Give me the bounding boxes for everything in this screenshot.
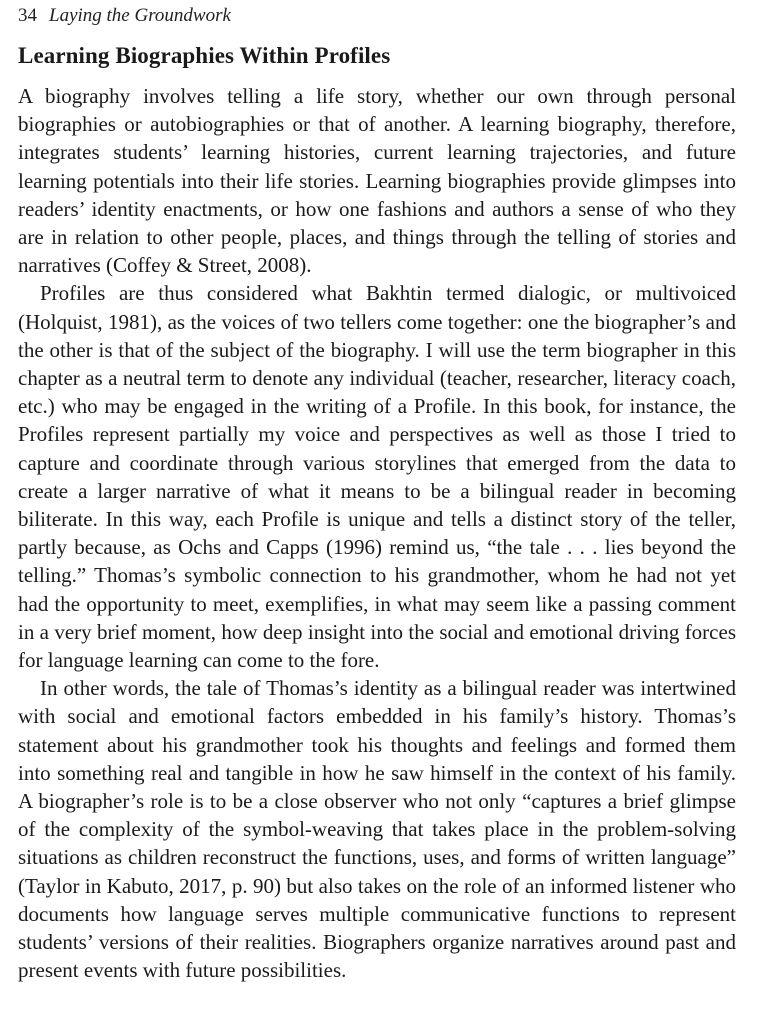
running-head: [18, 4, 736, 28]
page-number: 34: [18, 5, 37, 26]
paragraph-2: Profiles are thus considered what Bakhtin termed dialogic, or multivoiced (Holquist, 1981), as the voices of two tellers come together: one the biographer’s and the other is that of the subject of the biography. I will use the term biographer in this chapter as a neutral term to denote any individual (teacher, researcher, literacy coach, etc.) who may be engaged in the writing of a Profile. In this book, for instance, the Profiles represent partially my voice and perspectives as well as those I tried to capture and coordinate through various storylines that emerged from the data to create a larger narrative of what it means to be a bilingual reader in becoming biliterate. In this way, each Profile is unique and tells a distinct story of the teller, partly because, as Ochs and Capps (1996) remind us, “the tale . . . lies beyond the telling.” Thomas’s symbolic connection to his grandmother, whom he had not yet had the opportunity to meet, exemplifies, in what may seem like a passing comment in a very brief moment, how deep insight into the social and emotional driving forces for language learning can come to the fore.: [18, 281, 736, 673]
running-head-title: Laying the Groundwork: [49, 5, 231, 26]
paragraph-1: A biography involves telling a life story, whether our own through personal biographies or autobiographies or that of another. A learning biography, therefore, integrates students’ learning histories, current learning trajectories, and future learning potentials into their life stories. Learning biographies provide glimpses into readers’ identity enactments, or how one fashions and authors a sense of who they are in relation to other people, places, and things through the telling of stories and narratives (Coffey & Street, 2008).: [18, 84, 736, 278]
body-text: [18, 82, 736, 985]
book-page: [18, 0, 736, 985]
section-heading: Learning Biographies Within Profiles: [18, 43, 391, 68]
paragraph-3: In other words, the tale of Thomas’s identity as a bilingual reader was intertwined with social and emotional factors embedded in his family’s history. Thomas’s statement about his grandmother took his thoughts and feelings and formed them into something real and tangible in how he saw himself in the context of his family. A biographer’s role is to be a close observer who not only “captures a brief glimpse of the complexity of the symbol-weaving that takes place in the problem-solving situations as children reconstruct the functions, uses, and forms of written language” (Taylor in Kabuto, 2017, p. 90) but also takes on the role of an informed listener who documents how language serves multiple communicative functions to represent students’ versions of their realities. Biographers organize narratives around past and present events with future possibilities.: [18, 676, 736, 983]
